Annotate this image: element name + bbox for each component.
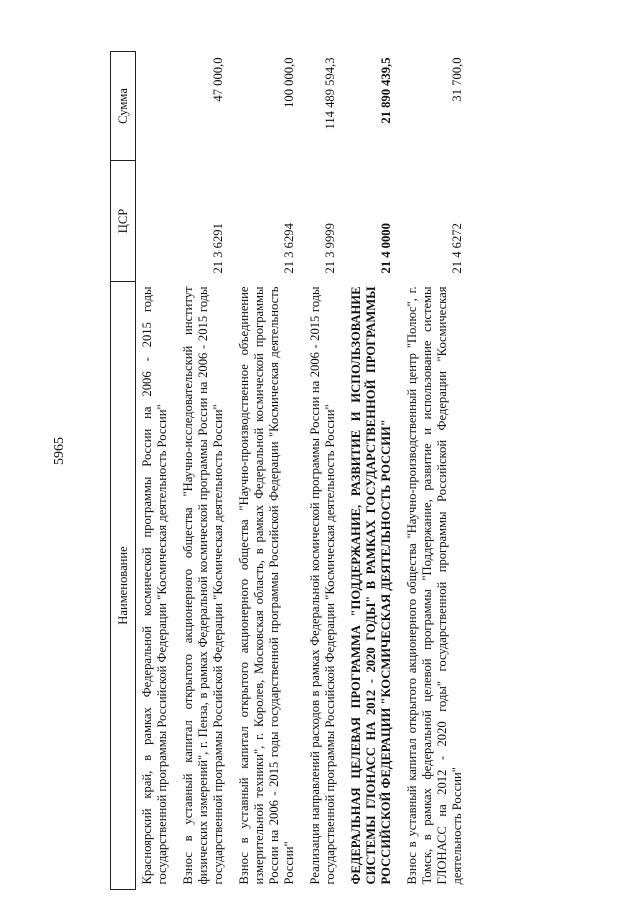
table-row (136, 52, 178, 890)
table-row-program-heading (345, 52, 401, 890)
row-name: Взнос в уставный капитал открытого акционерного общества "Научно-исследовательский институт физических измерений", г. Пенза, в рамках Федеральной космической программы России на 2006 - 2015 годы государственной программы Российской Федерации "Космическая деятельность России" (181, 286, 225, 885)
row-code: 21 3 9999 (323, 223, 337, 274)
row-sum (136, 52, 178, 161)
row-sum: 100 000,0 (282, 57, 296, 108)
row-code: 21 3 6291 (211, 223, 225, 274)
header-sum: Сумма (111, 52, 136, 161)
row-sum: 47 000,0 (211, 57, 225, 102)
rotated-table-container (110, 52, 588, 890)
table-row (177, 52, 233, 890)
budget-table (110, 51, 472, 890)
table-row (304, 52, 345, 890)
page-number: 5965 (52, 437, 67, 465)
row-code: 21 4 0000 (379, 223, 393, 274)
row-code: 21 3 6294 (282, 223, 296, 274)
header-code: ЦСР (111, 161, 136, 282)
row-name: Взнос в уставный капитал открытого акционерного общества "Научно-производственный центр "Полюс", г. Томск, в рамках федеральной целевой программы "Поддержание, развитие и использование системы ГЛОНАСС на 2012 - 2020 годы" государственной программы Российской Федерации "Космическая деятельность России" (405, 286, 464, 885)
row-sum: 114 489 594,3 (323, 57, 337, 130)
table-header-row (111, 52, 136, 890)
row-code: 21 4 6272 (450, 223, 464, 274)
table-row (401, 52, 472, 890)
row-name: Реализация направлений расходов в рамках Федеральной космической программы России на 2006 - 2015 годы государственной программы Российской Федерации "Космическая деятельность России" (308, 286, 337, 885)
row-name: Взнос в уставный капитал открытого акционерного общества "Научно-производственное объединение измерительной техники", г. Королев, Московская область, в рамках Федеральной космической программы России на 2006 - 2015 годы государственной программы Российской Федерации "Космическая деятельность России" (237, 286, 296, 885)
header-name: Наименование (111, 282, 136, 890)
row-sum: 31 700,0 (450, 57, 464, 102)
row-sum: 21 890 439,5 (379, 57, 393, 124)
table-row (233, 52, 304, 890)
row-name: Красноярский край, в рамках Федеральной космической программы России на 2006 - 2015 годы государственной программы Российской Федерации "Космическая деятельность России" (140, 286, 169, 885)
row-code (136, 161, 178, 282)
row-name: ФЕДЕРАЛЬНАЯ ЦЕЛЕВАЯ ПРОГРАММА "ПОДДЕРЖАНИЕ, РАЗВИТИЕ И ИСПОЛЬЗОВАНИЕ СИСТЕМЫ ГЛОНАСС НА 2012 - 2020 ГОДЫ" В РАМКАХ ГОСУДАРСТВЕННОЙ ПРОГРАММЫ РОССИЙСКОЙ ФЕДЕРАЦИИ "КОСМИЧЕСКАЯ ДЕЯТЕЛЬНОСТЬ РОССИИ" (349, 286, 393, 885)
